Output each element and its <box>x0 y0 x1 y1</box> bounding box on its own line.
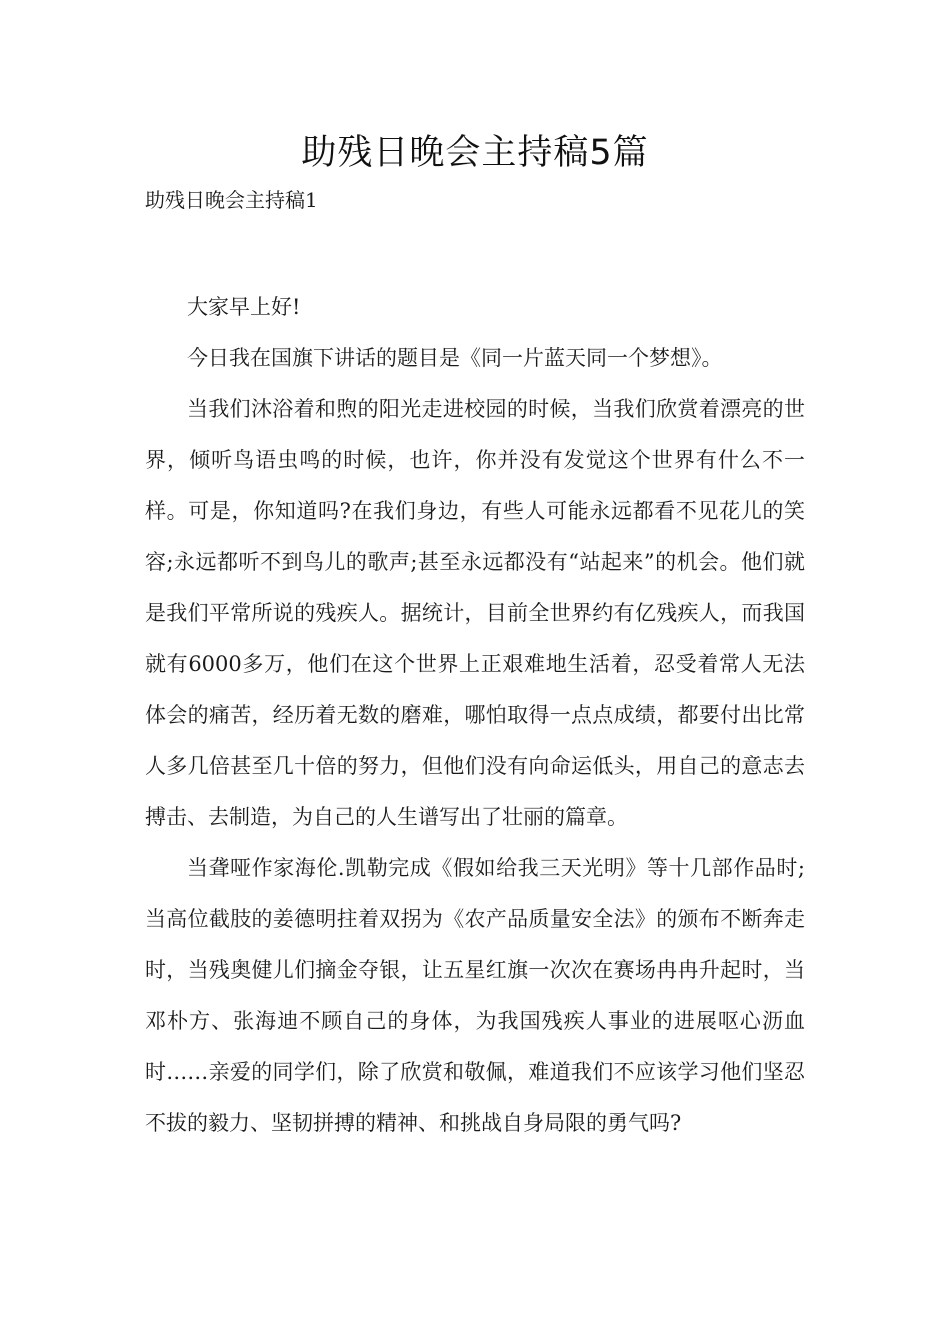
document-body <box>145 282 805 1149</box>
document-subtitle: 助残日晚会主持稿1 <box>145 188 318 212</box>
paragraph-greeting: 大家早上好! <box>187 295 301 319</box>
paragraph-examples: 当聋哑作家海伦.凯勒完成《假如给我三天光明》等十几部作品时;当高位截肢的姜德明拄着双拐为《农产品质量安全法》的颁布不断奔走时，当残奥健儿们摘金夺银，让五星红旗一次次在赛场冉冉升起时，当邓朴方、张海迪不顾自己的身体，为我国残疾人事业的进展呕心沥血时……亲爱的同学们，除了欣赏和敬佩，难道我们不应该学习他们坚忍不拔的毅力、坚韧拼搏的精神、和挑战自身局限的勇气吗? <box>145 856 805 1135</box>
paragraph-main: 当我们沐浴着和煦的阳光走进校园的时候，当我们欣赏着漂亮的世界，倾听鸟语虫鸣的时候，也许，你并没有发觉这个世界有什么不一样。可是，你知道吗?在我们身边，有些人可能永远都看不见花儿的笑容;永远都听不到鸟儿的歌声;甚至永远都没有“站起来”的机会。他们就是我们平常所说的残疾人。据统计，目前全世界约有亿残疾人，而我国就有6000多万，他们在这个世界上正艰难地生活着，忍受着常人无法体会的痛苦，经历着无数的磨难，哪怕取得一点点成绩，都要付出比常人多几倍甚至几十倍的努力，但他们没有向命运低头，用自己的意志去搏击、去制造，为自己的人生谱写出了壮丽的篇章。 <box>145 397 805 829</box>
paragraph-topic: 今日我在国旗下讲话的题目是《同一片蓝天同一个梦想》。 <box>187 346 723 370</box>
document-title: 助残日晚会主持稿5篇 <box>301 133 649 173</box>
